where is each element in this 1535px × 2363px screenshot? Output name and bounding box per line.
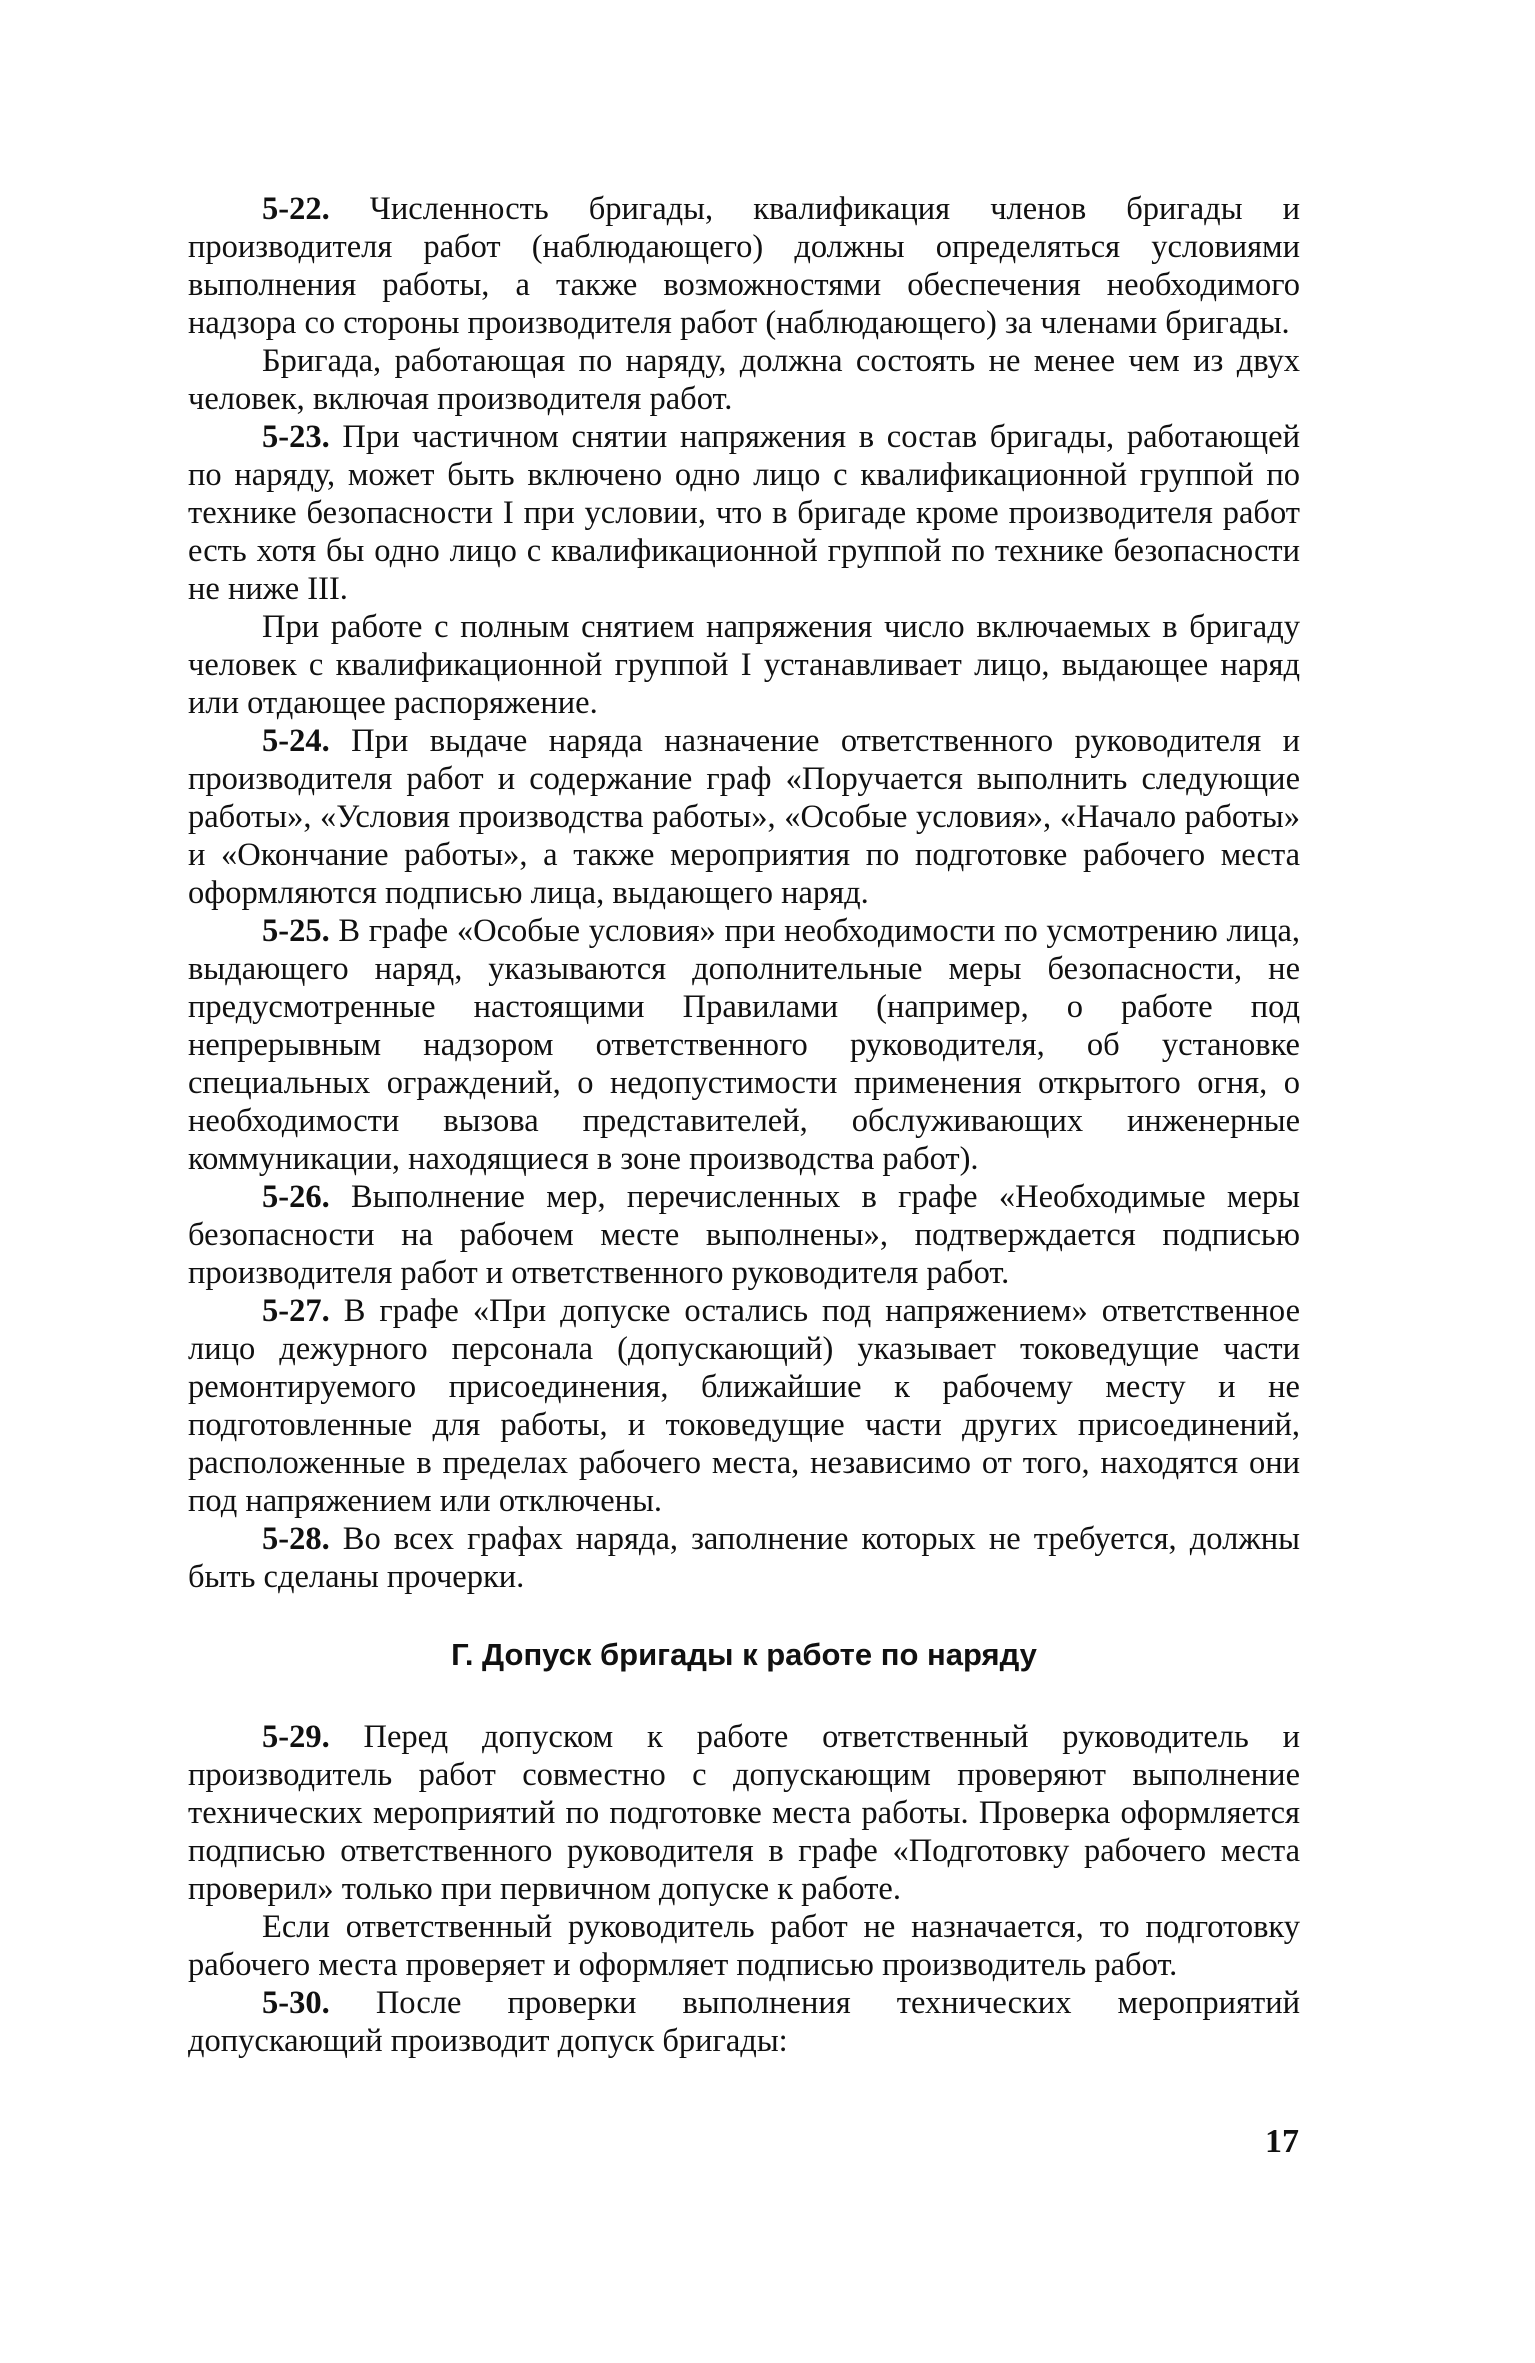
paragraph-text: При выдаче наряда назначение ответственного руководителя и производителя работ и содержание граф «Поручается выполнить следующие работы», «Условия производства работы», «Особые условия», «Начало работы» и «Окончание работы», а также мероприятия по подготовке рабочего места оформляются подписью лица, выдающего наряд. (188, 723, 1301, 911)
paragraph-5-22 (188, 190, 1300, 342)
clause-number: 5-23. (262, 419, 330, 455)
clause-number: 5-28. (262, 1521, 330, 1557)
paragraph-5-30 (188, 1984, 1300, 2060)
paragraph-text: При частичном снятии напряжения в состав бригады, работающей по наряду, может быть включено одно лицо с квалификационной группой по технике безопасности I при условии, что в бригаде кроме производителя работ есть хотя бы одно лицо с квалификационной группой по технике безопасности не ниже III. (188, 419, 1301, 607)
clause-number: 5-25. (262, 913, 330, 949)
paragraph-text: Перед допуском к работе ответственный руководитель и производитель работ совместно с допускающим проверяют выполнение технических мероприятий по подготовке места работы. Проверка оформляется подписью ответственного руководителя в графе «Подготовку рабочего места проверил» только при первичном допуске к работе. (188, 1719, 1300, 1907)
paragraph-5-25 (188, 912, 1300, 1178)
clause-number: 5-24. (262, 723, 330, 759)
page-number: 17 (1265, 2123, 1299, 2160)
paragraph-full-voltage-removal (188, 608, 1300, 722)
paragraph-text: В графе «Особые условия» при необходимости по усмотрению лица, выдающего наряд, указываются дополнительные меры безопасности, не предусмотренные настоящими Правилами (например, о работе под непрерывным надзором ответственного руководителя, об установке специальных ограждений, о недопустимости применения открытого огня, о необходимости вызова представителей, обслуживающих инженерные коммуникации, находящиеся в зоне производства работ). (188, 913, 1301, 1177)
clause-number: 5-22. (262, 191, 330, 227)
paragraph-5-29 (188, 1718, 1300, 1908)
paragraph-no-supervisor (188, 1908, 1300, 1984)
paragraph-brigade-size (188, 342, 1300, 418)
document-body (188, 190, 1300, 2060)
paragraph-5-26 (188, 1178, 1300, 1292)
paragraph-text: При работе с полным снятием напряжения число включаемых в бригаду человек с квалификационной группой I устанавливает лицо, выдающее наряд или отдающее распоряжение. (188, 609, 1300, 721)
paragraph-text: Выполнение мер, перечисленных в графе «Необходимые меры безопасности на рабочем месте выполнены», подтверждается подписью производителя работ и ответственного руководителя работ. (188, 1179, 1301, 1291)
paragraph-text: Во всех графах наряда, заполнение которых не требуется, должны быть сделаны прочерки. (188, 1521, 1300, 1595)
section-heading: Г. Допуск бригады к работе по наряду (451, 1637, 1037, 1672)
paragraph-text: Бригада, работающая по наряду, должна состоять не менее чем из двух человек, включая производителя работ. (188, 343, 1300, 417)
paragraph-text: Если ответственный руководитель работ не назначается, то подготовку рабочего места проверяет и оформляет подписью производитель работ. (188, 1909, 1300, 1983)
paragraph-5-23 (188, 418, 1300, 608)
paragraph-text: После проверки выполнения технических мероприятий допускающий производит допуск бригады: (188, 1985, 1301, 2059)
paragraph-text: В графе «При допуске остались под напряжением» ответственное лицо дежурного персонала (допускающий) указывает токоведущие части ремонтируемого присоединения, ближайшие к рабочему месту и не подготовленные для работы, и токоведущие части других присоединений, расположенные в пределах рабочего места, независимо от того, находятся они под напряжением или отключены. (188, 1293, 1300, 1519)
clause-number: 5-27. (262, 1293, 330, 1329)
clause-number: 5-26. (262, 1179, 330, 1215)
paragraph-text: Численность бригады, квалификация членов бригады и производителя работ (наблюдающего) должны определяться условиями выполнения работы, а также возможностями обеспечения необходимого надзора со стороны производителя работ (наблюдающего) за членами бригады. (188, 191, 1300, 341)
paragraph-5-27 (188, 1292, 1300, 1520)
paragraph-5-24 (188, 722, 1300, 912)
clause-number: 5-30. (262, 1985, 330, 2021)
paragraph-5-28 (188, 1520, 1300, 1596)
clause-number: 5-29. (262, 1719, 330, 1755)
